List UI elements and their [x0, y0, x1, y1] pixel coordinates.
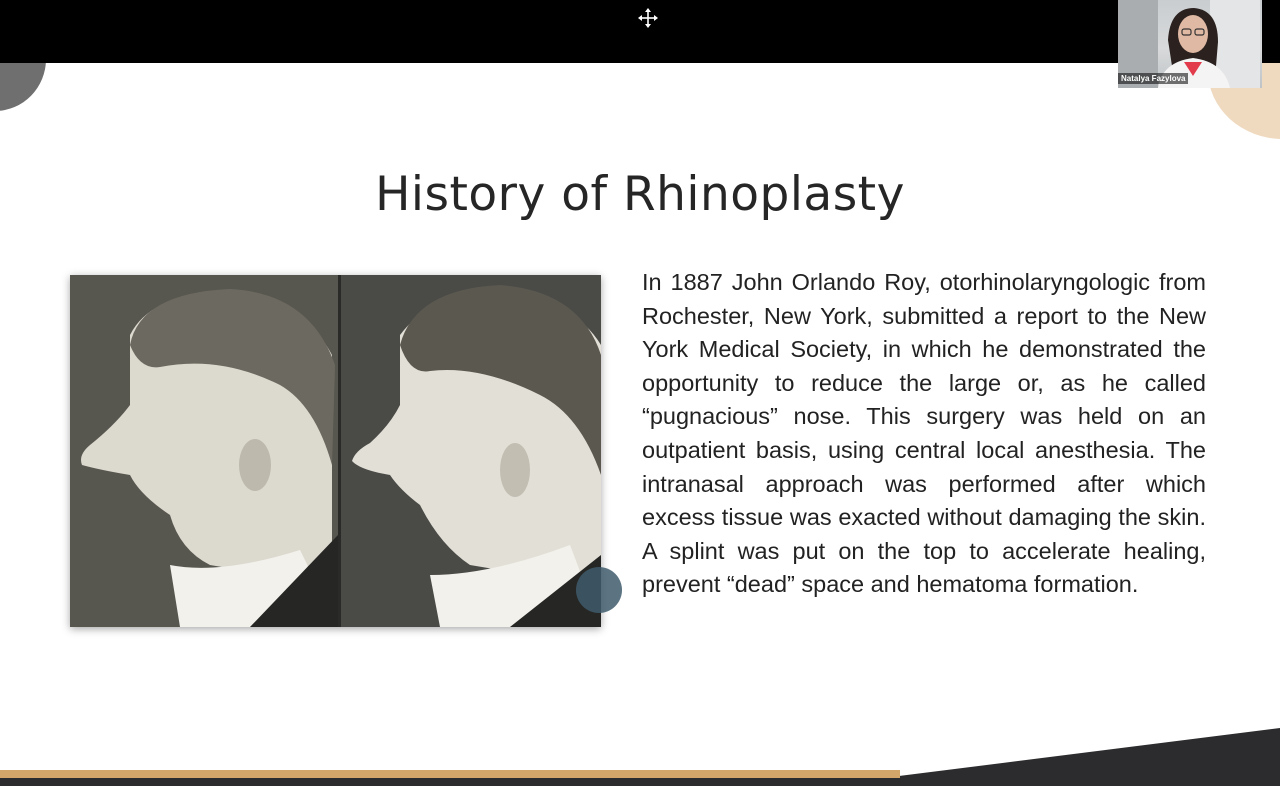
slide-nav-dot[interactable] — [576, 567, 622, 613]
meeting-top-bar — [0, 0, 1280, 63]
move-icon[interactable] — [638, 8, 658, 28]
decorative-stripe-dark — [0, 778, 1280, 786]
before-after-profile-photo — [70, 275, 601, 627]
presentation-slide — [0, 63, 1280, 786]
slide-body-text: In 1887 John Orlando Roy, otorhinolaryngologic from Rochester, New York, submitted a report to the New York Medical Society, in which he demonstrated the opportunity to reduce the large or, as he called “pugnacious” nose. This surgery was held on an outpatient basis, using central local anesthesia. The intranasal approach was performed after which excess tissue was exacted without damaging the skin. A splint was put on the top to accelerate healing, prevent “dead” space and hematoma formation. — [642, 269, 1206, 598]
decorative-circle-left — [0, 63, 46, 111]
participant-video-tile[interactable] — [1118, 0, 1262, 88]
participant-name-label: Natalya Fazylova — [1118, 73, 1188, 84]
decorative-stripe-gold — [0, 770, 900, 778]
slide-title: History of Rhinoplasty — [375, 167, 905, 222]
